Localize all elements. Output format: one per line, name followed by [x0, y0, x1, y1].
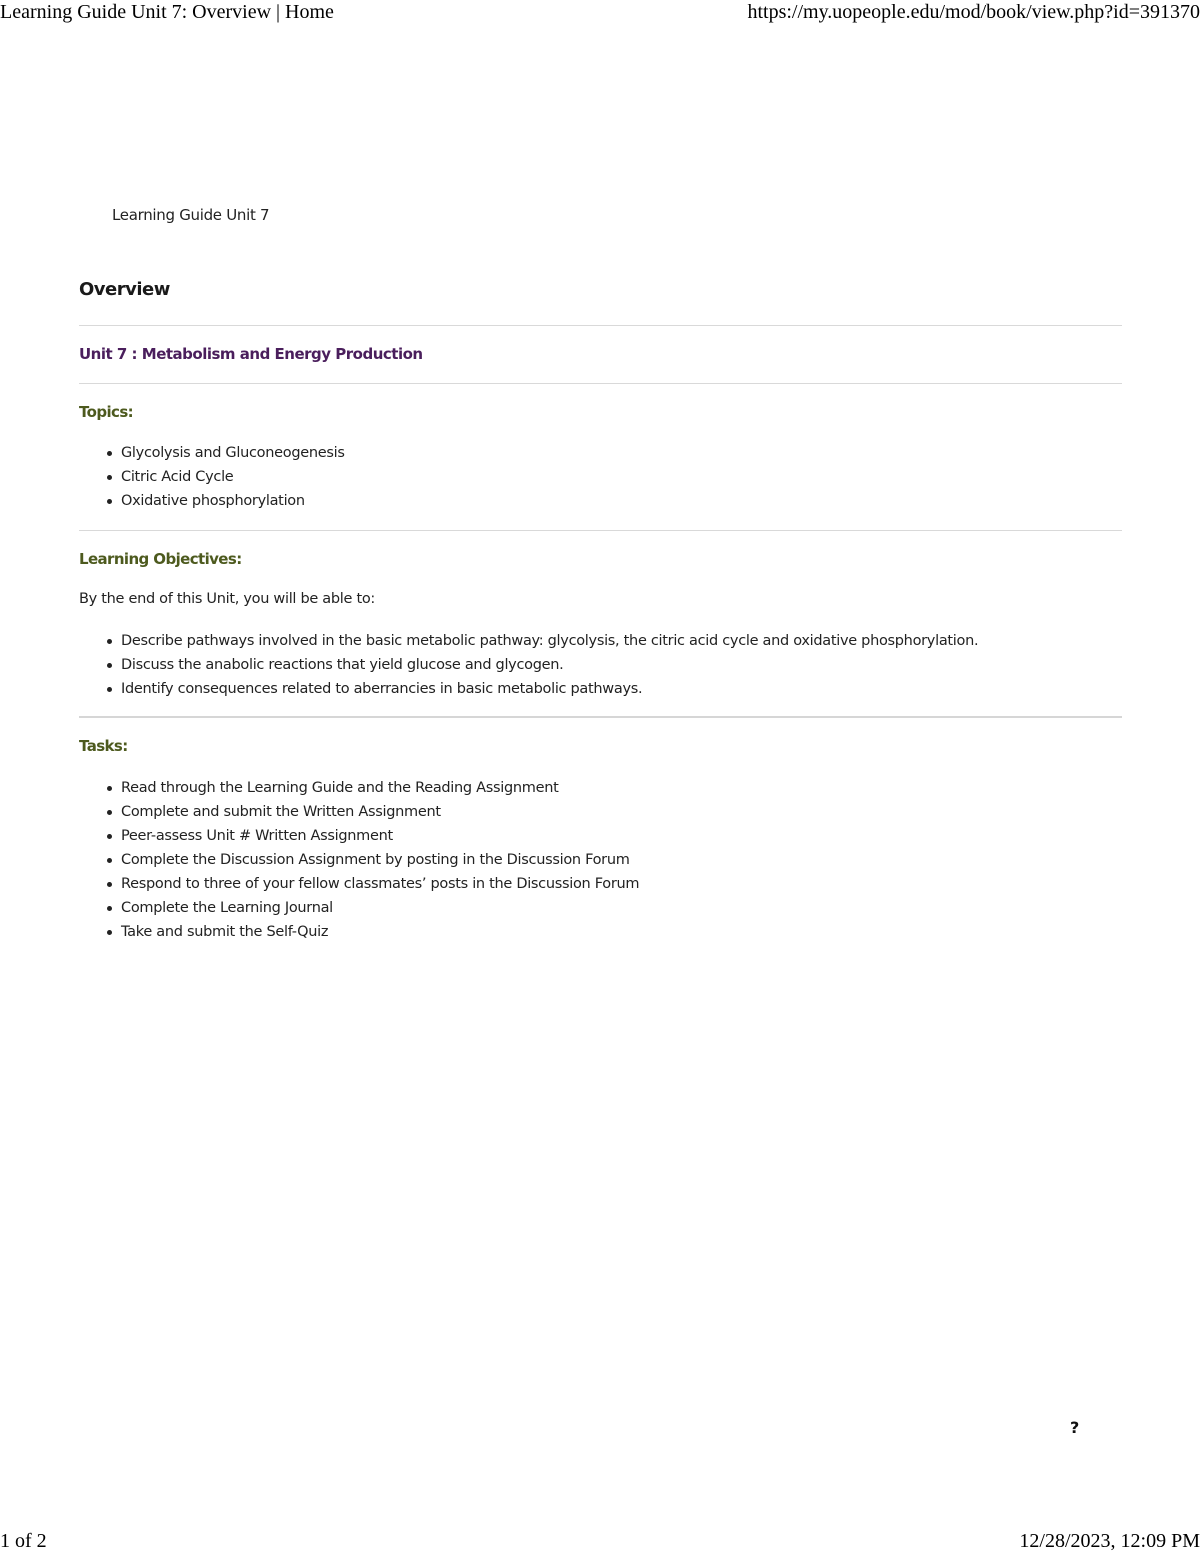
book-title: Learning Guide Unit 7: [112, 206, 270, 224]
list-item: Read through the Learning Guide and the Reading Assignment: [107, 776, 639, 800]
tasks-heading: Tasks:: [79, 737, 128, 755]
divider: [79, 325, 1122, 326]
tasks-list: [107, 776, 639, 944]
print-header-url: https://my.uopeople.edu/mod/book/view.php?id=391370: [747, 1, 1200, 23]
divider: [79, 383, 1122, 384]
print-datetime: 12/28/2023, 12:09 PM: [1019, 1530, 1200, 1552]
topics-heading: Topics:: [79, 403, 134, 421]
list-item: Identify consequences related to aberrancies in basic metabolic pathways.: [107, 677, 978, 701]
objectives-intro: By the end of this Unit, you will be able to:: [79, 591, 375, 607]
list-item: Oxidative phosphorylation: [107, 489, 345, 513]
list-item: Complete the Learning Journal: [107, 896, 639, 920]
question-mark-icon[interactable]: ?: [1070, 1418, 1080, 1437]
list-item: Describe pathways involved in the basic metabolic pathway: glycolysis, the citric acid cycle and oxidative phosphorylation.: [107, 629, 978, 653]
unit-heading: Unit 7 : Metabolism and Energy Production: [79, 345, 423, 363]
topics-list: [107, 441, 345, 513]
divider: [79, 716, 1122, 718]
list-item: Respond to three of your fellow classmates’ posts in the Discussion Forum: [107, 872, 639, 896]
list-item: Peer-assess Unit # Written Assignment: [107, 824, 639, 848]
list-item: Complete and submit the Written Assignment: [107, 800, 639, 824]
list-item: Complete the Discussion Assignment by posting in the Discussion Forum: [107, 848, 639, 872]
list-item: Take and submit the Self-Quiz: [107, 920, 639, 944]
list-item: Citric Acid Cycle: [107, 465, 345, 489]
print-header-title: Learning Guide Unit 7: Overview | Home: [0, 1, 334, 23]
list-item: Discuss the anabolic reactions that yield glucose and glycogen.: [107, 653, 978, 677]
list-item: Glycolysis and Gluconeogenesis: [107, 441, 345, 465]
objectives-heading: Learning Objectives:: [79, 550, 242, 568]
objectives-list: [107, 629, 978, 701]
page-number: 1 of 2: [0, 1530, 47, 1552]
divider: [79, 530, 1122, 531]
chapter-title: Overview: [79, 279, 170, 300]
